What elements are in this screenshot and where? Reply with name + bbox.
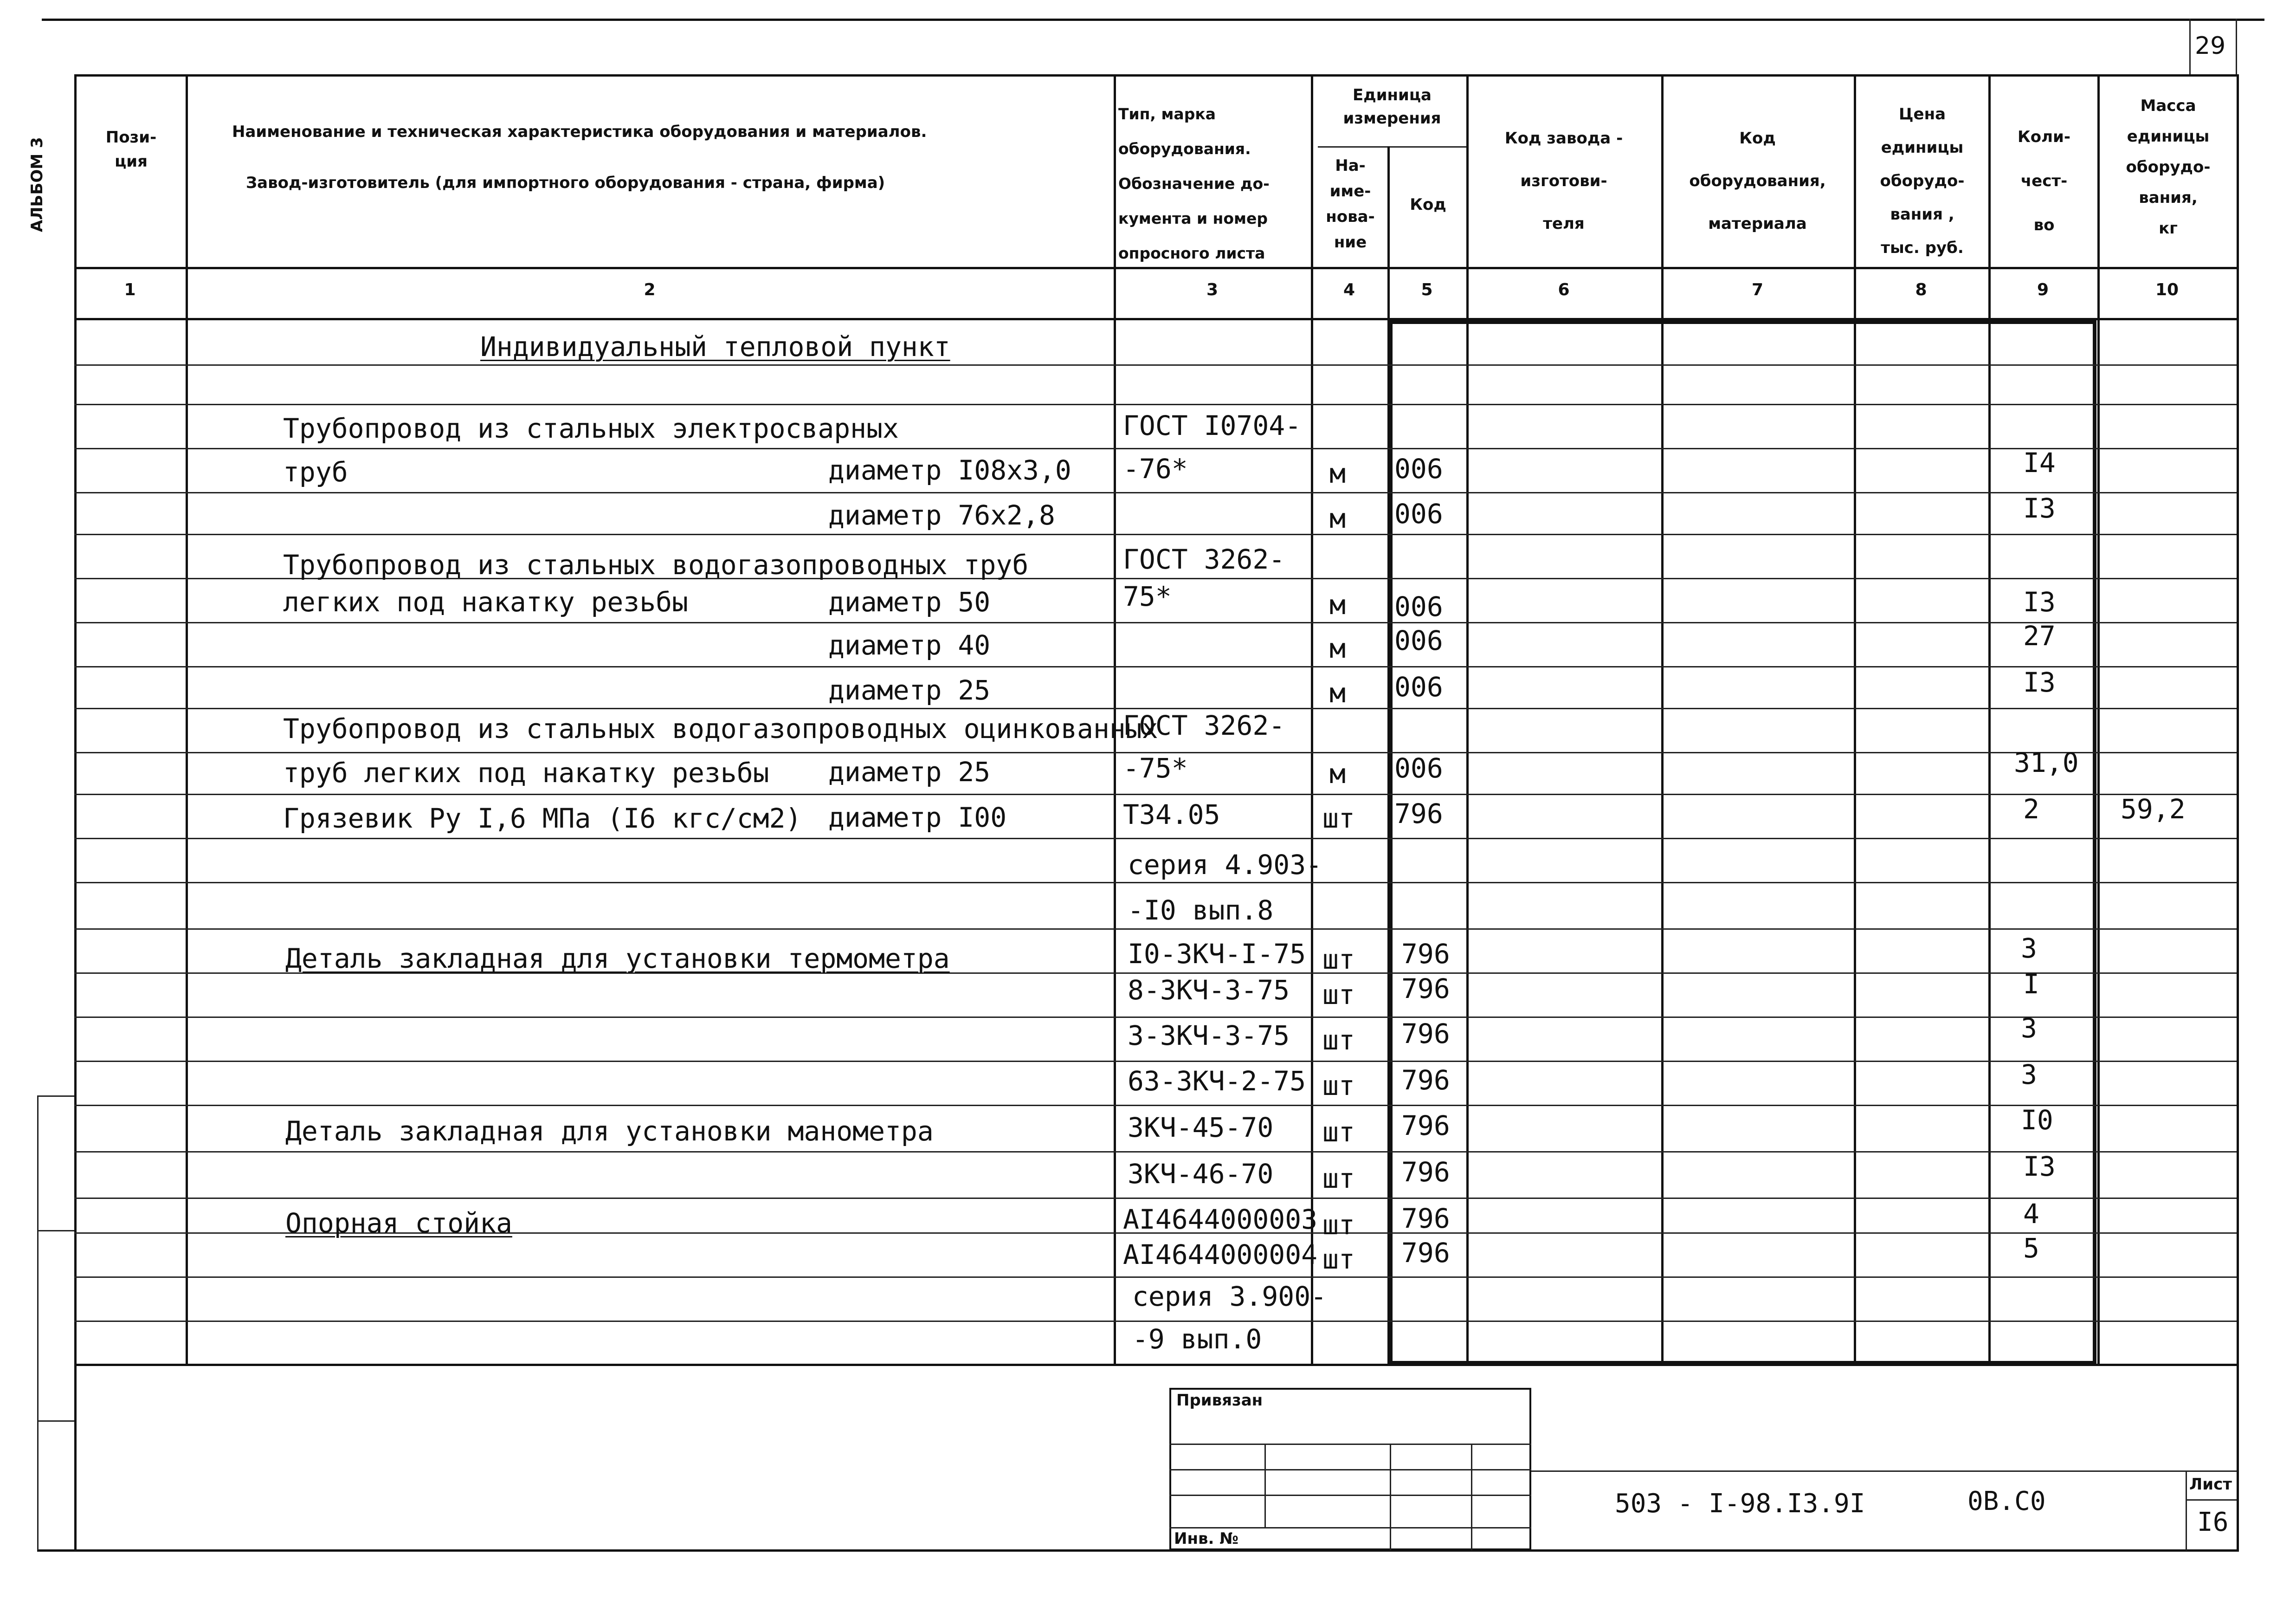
row-unit: шт [1322, 1070, 1355, 1101]
row-doc: Т34.05 [1123, 799, 1220, 830]
header-unit-group: Единица измерения [1343, 86, 1441, 128]
row-doc: -9 вып.0 [1132, 1323, 1262, 1355]
row-doc: -I0 вып.8 [1128, 894, 1274, 926]
row-unit: м [1329, 633, 1346, 664]
table-top-border [74, 74, 2237, 77]
row-separator [74, 1017, 2237, 1018]
row-spec: диаметр I00 [828, 802, 1007, 833]
row-separator [74, 534, 2237, 535]
row-name: легких под накатку резьбы [283, 586, 688, 618]
row-separator [74, 364, 2237, 366]
row-unit: шт [1322, 1024, 1355, 1056]
row-name: Деталь закладная для установки термометра [285, 943, 950, 974]
row-doc: 63-ЗКЧ-2-75 [1128, 1065, 1306, 1097]
row-unit: м [1329, 458, 1346, 489]
row-doc: АI4644000003 [1123, 1204, 1318, 1235]
row-separator [74, 1105, 2237, 1106]
row-unit: м [1329, 589, 1346, 621]
row-separator [74, 794, 2237, 795]
row-mass: 59,2 [2121, 793, 2186, 825]
column-number: 5 [1421, 280, 1433, 299]
row-qty: 3 [2021, 1059, 2037, 1090]
row-separator [74, 1151, 2237, 1153]
row-name: Грязевик Ру I,6 МПа (I6 кгс/см2) [283, 803, 802, 834]
row-qty: I4 [2023, 447, 2056, 479]
row-code: 796 [1394, 798, 1443, 829]
row-qty: 5 [2023, 1232, 2039, 1264]
row-doc: АI4644000004 [1123, 1239, 1318, 1270]
row-qty: 4 [2023, 1198, 2039, 1230]
row-doc: ГОСТ 3262- [1123, 710, 1285, 741]
row-qty: 3 [2021, 1012, 2037, 1044]
row-unit: шт [1322, 803, 1355, 834]
row-doc: ЗКЧ-46-70 [1128, 1158, 1274, 1190]
row-separator [74, 448, 2237, 449]
row-spec: диаметр 25 [828, 674, 991, 706]
row-name: труб легких под накатку резьбы [283, 757, 769, 789]
document-mark: 0В.С0 [1967, 1486, 2046, 1516]
row-unit: шт [1322, 1243, 1355, 1275]
row-code: 796 [1401, 938, 1450, 970]
emphasis-frame [1389, 320, 2096, 1365]
header-unit-name: На- име- нова- ние [1326, 156, 1375, 252]
section-title: Индивидуальный тепловой пункт [480, 331, 950, 363]
header-equipment-code: Код оборудования, материала [1689, 129, 1826, 233]
row-separator [74, 666, 2237, 667]
row-name: Трубопровод из стальных электросварных [283, 413, 899, 444]
column-number: 10 [2155, 280, 2179, 299]
row-code: 006 [1394, 498, 1443, 530]
row-unit: шт [1322, 979, 1355, 1010]
row-name: Деталь закладная для установки манометра [285, 1115, 934, 1147]
row-separator [74, 1321, 2237, 1322]
header-price: Цена единицы оборудо- вания , тыс. руб. [1880, 105, 1965, 257]
header-quantity: Коли- чест- во [2018, 128, 2070, 234]
row-name: труб [283, 456, 348, 488]
table-body-bottom [74, 1364, 2237, 1366]
row-code: 796 [1401, 1237, 1450, 1269]
row-doc: ГОСТ I0704- [1123, 410, 1302, 441]
top-border [42, 19, 2264, 21]
row-unit: шт [1322, 1209, 1355, 1241]
row-unit: шт [1322, 1163, 1355, 1194]
row-spec: диаметр 40 [828, 629, 991, 661]
row-doc: серия 4.903- [1128, 849, 1322, 881]
page-number: 29 [2195, 32, 2226, 60]
column-number: 4 [1343, 280, 1355, 299]
row-separator [74, 1198, 2237, 1199]
row-code: 796 [1401, 1064, 1450, 1096]
sheet-number: I6 [2197, 1507, 2229, 1537]
row-code: 006 [1394, 453, 1443, 485]
row-name: Трубопровод из стальных водогазопроводных труб [283, 549, 1029, 581]
header-unit-code: Код [1410, 195, 1446, 214]
row-qty: 31,0 [2014, 747, 2079, 778]
column-number: 7 [1751, 280, 1764, 299]
header-position: Пози- ция [105, 128, 157, 171]
row-spec: диаметр 50 [828, 586, 991, 618]
row-doc: 3-ЗКЧ-3-75 [1128, 1020, 1290, 1051]
row-qty: I0 [2021, 1104, 2053, 1136]
document-code: 503 - I-98.I3.9I [1615, 1489, 1865, 1519]
table-right-border [2237, 74, 2239, 1550]
row-code: 796 [1401, 1156, 1450, 1188]
row-code: 796 [1401, 1203, 1450, 1234]
bottom-border [37, 1549, 2239, 1552]
row-doc: 8-ЗКЧ-3-75 [1128, 974, 1290, 1006]
row-separator [74, 1276, 2237, 1278]
row-code: 006 [1394, 625, 1443, 656]
column-number: 1 [124, 280, 136, 299]
row-name: Опорная стойка [285, 1207, 512, 1239]
row-doc: ЗКЧ-45-70 [1128, 1112, 1274, 1143]
row-unit: шт [1322, 1116, 1355, 1148]
row-doc: серия 3.900- [1132, 1281, 1327, 1312]
row-separator [74, 622, 2237, 623]
row-unit: м [1329, 758, 1346, 790]
row-code: 796 [1401, 973, 1450, 1004]
inventory-number-label: Инв. № [1174, 1529, 1239, 1548]
column-number: 9 [2037, 280, 2049, 299]
row-qty: I [2023, 968, 2039, 1000]
header-factory-code: Код завода - изготови- теля [1504, 129, 1623, 233]
header-type: Тип, марка оборудования. Обозначение до- кумента и номер опросного листа [1118, 105, 1270, 262]
row-separator [74, 882, 2237, 883]
row-qty: 2 [2023, 793, 2039, 825]
row-unit: м [1329, 677, 1346, 709]
row-code: 006 [1394, 671, 1443, 703]
row-name: Трубопровод из стальных водогазопроводных оцинкованных [283, 713, 1158, 745]
sheet-label: Лист [2189, 1475, 2232, 1494]
row-code: 006 [1394, 591, 1443, 622]
header-name-line2: Завод-изготовитель (для импортного оборудования - страна, фирма) [246, 174, 885, 192]
row-qty: I3 [2023, 1151, 2056, 1182]
row-spec: диаметр I08x3,0 [828, 454, 1071, 486]
header-mass: Масса единицы оборудо- вания, кг [2126, 97, 2211, 238]
row-unit: м [1329, 503, 1346, 534]
row-doc: ГОСТ 3262- [1123, 544, 1285, 575]
row-spec: диаметр 25 [828, 756, 991, 788]
column-number: 6 [1558, 280, 1570, 299]
row-doc: -76* [1123, 453, 1188, 485]
row-qty: I3 [2023, 492, 2056, 524]
row-doc: 75* [1123, 581, 1172, 612]
column-number: 8 [1915, 280, 1927, 299]
row-separator [74, 404, 2237, 405]
row-unit: шт [1322, 944, 1355, 975]
row-code: 796 [1401, 1110, 1450, 1141]
header-name-line1: Наименование и техническая характеристика оборудования и материалов. [232, 123, 927, 141]
row-doc: -75* [1123, 752, 1188, 784]
row-qty: 3 [2021, 933, 2037, 964]
row-code: 006 [1394, 752, 1443, 784]
row-separator [74, 838, 2237, 839]
row-qty: 27 [2023, 620, 2056, 652]
row-separator [74, 492, 2237, 493]
column-number: 3 [1206, 280, 1219, 299]
row-doc: I0-ЗКЧ-I-75 [1128, 938, 1306, 970]
row-spec: диаметр 76x2,8 [828, 499, 1055, 531]
row-qty: I3 [2023, 586, 2056, 618]
side-label: АЛЬБОМ 3 [28, 137, 46, 232]
column-number: 2 [644, 280, 656, 299]
row-code: 796 [1401, 1018, 1450, 1049]
row-separator [74, 928, 2237, 930]
row-separator [74, 1061, 2237, 1062]
row-qty: I3 [2023, 667, 2056, 698]
privyazan-label: Привязан [1176, 1391, 1263, 1410]
